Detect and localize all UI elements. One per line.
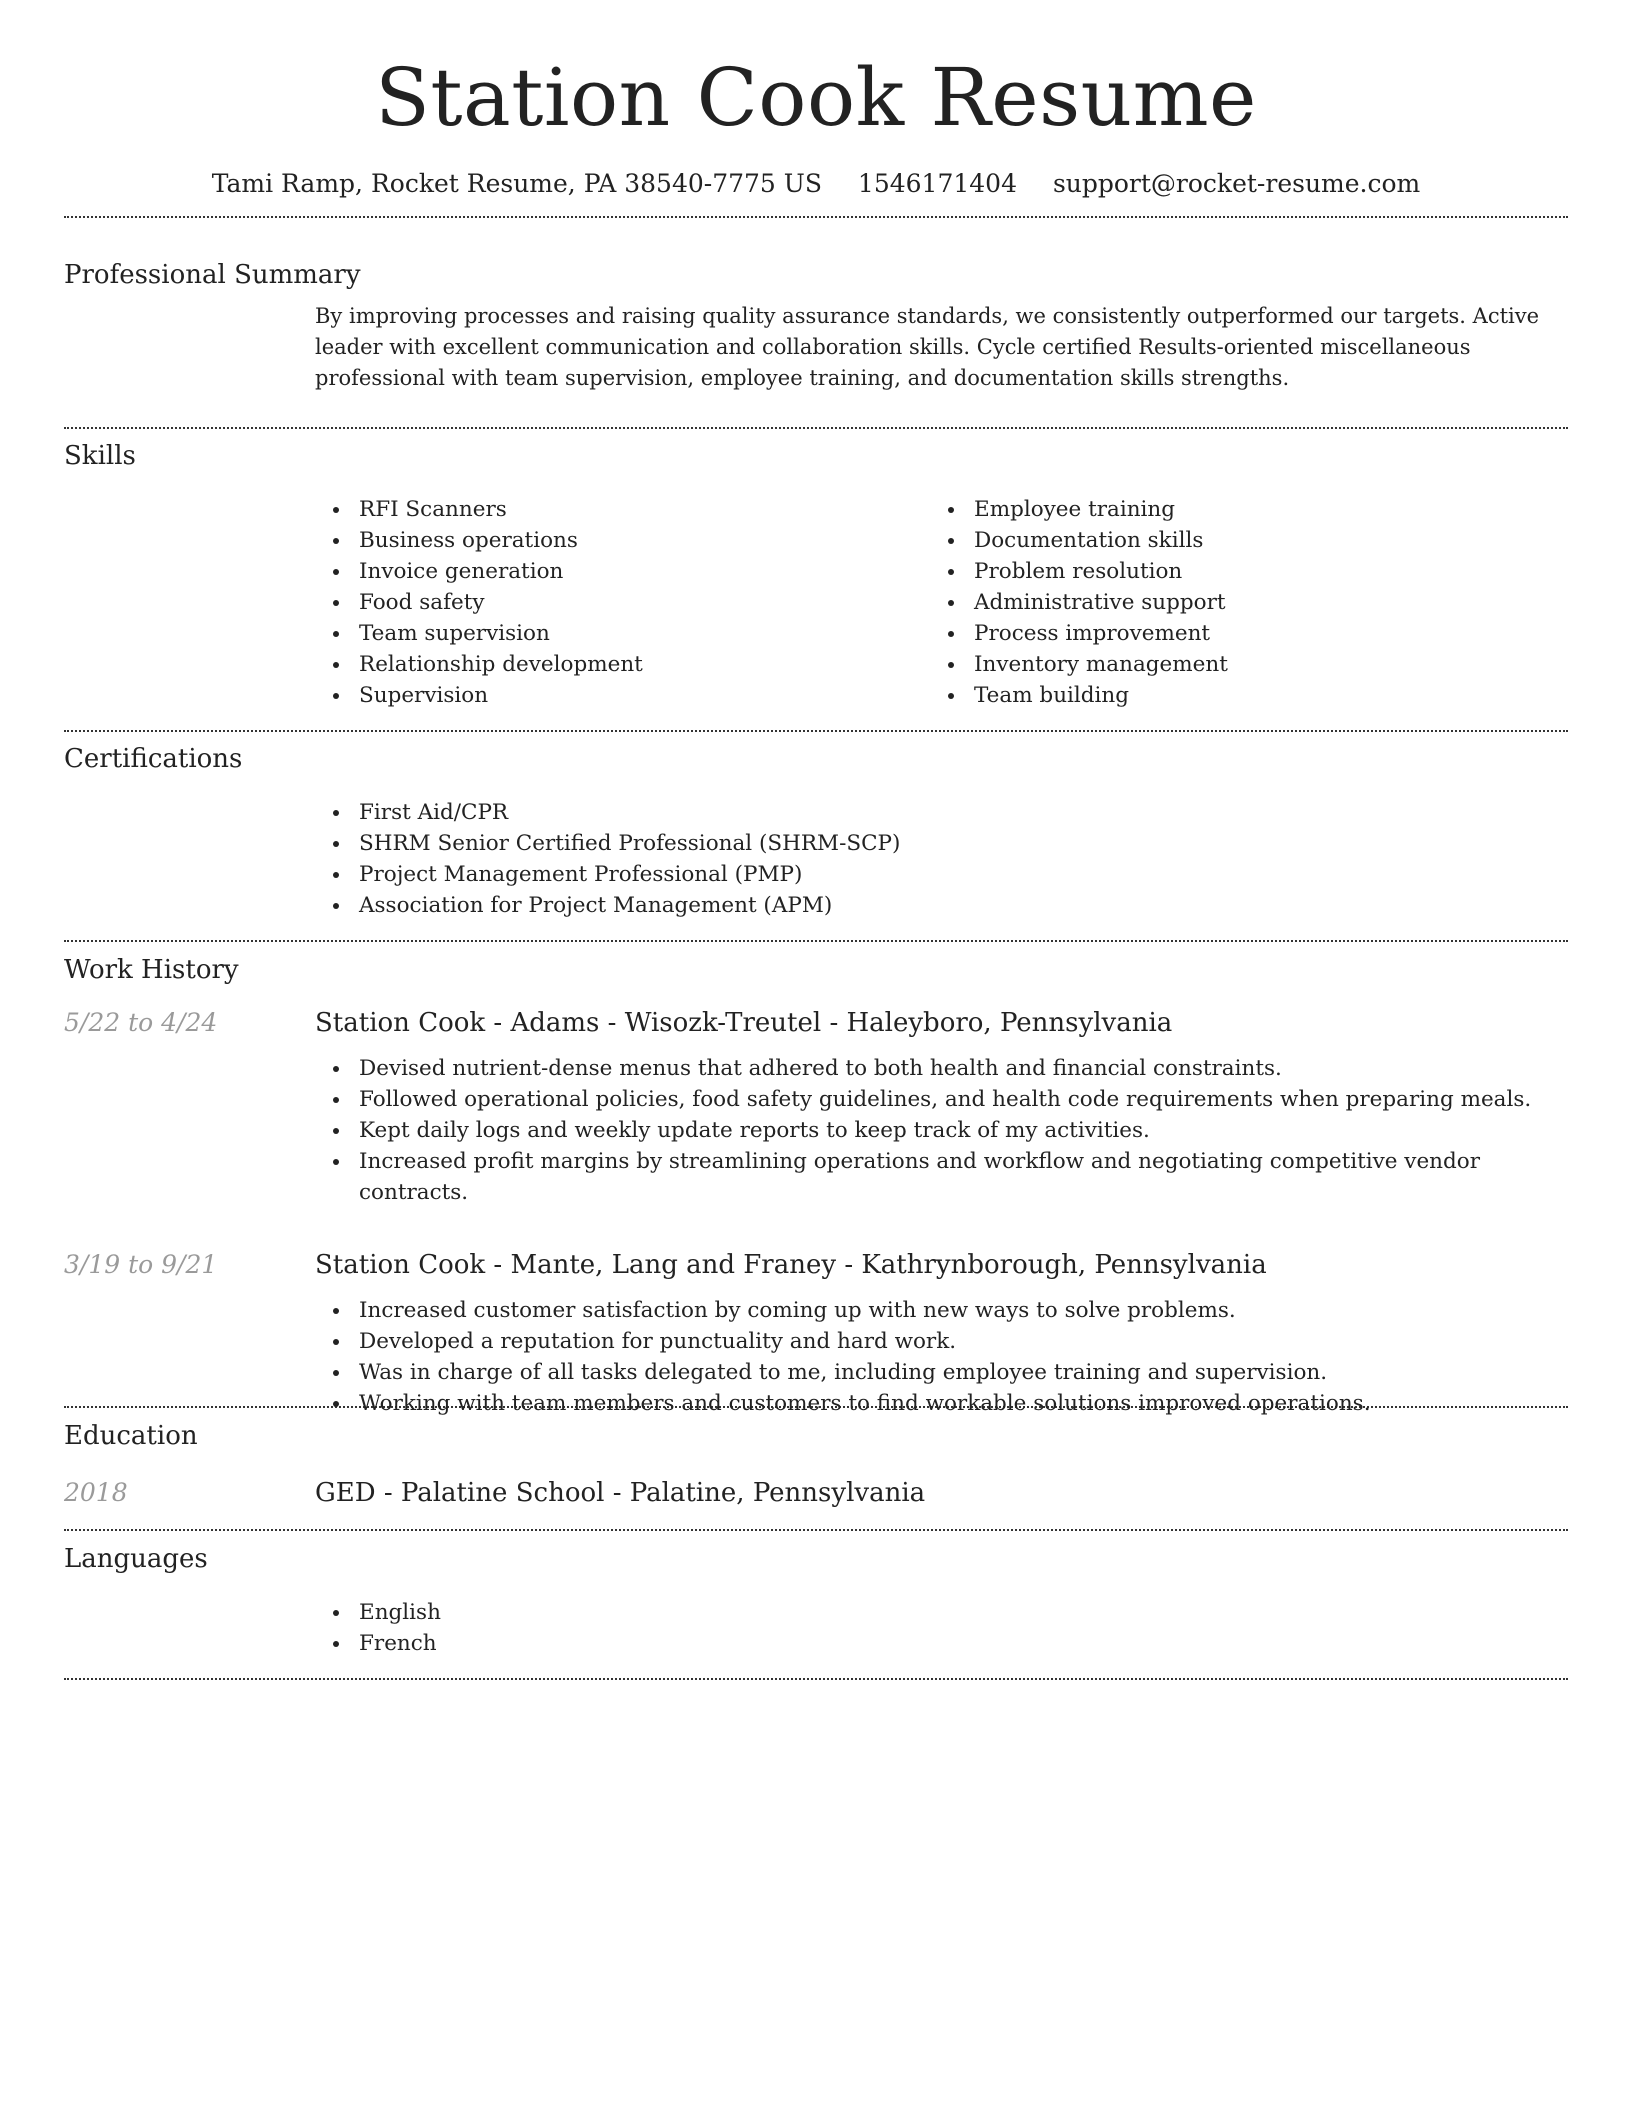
contact-email: support@rocket-resume.com — [1052, 169, 1421, 198]
contact-address: Tami Ramp, Rocket Resume, PA 38540-7775 US — [211, 169, 822, 198]
skill-item: Supervision — [315, 680, 930, 711]
certifications-section — [64, 732, 1568, 940]
skills-list-left — [315, 494, 930, 711]
summary-section — [64, 218, 1568, 427]
certifications-list — [315, 797, 1568, 921]
summary-text: By improving processes and raising quality assurance standards, we consistently outperformed our targets. Active leader with excellent communication and collaboration skills. Cycle certified Results-oriented miscellaneous professional with team supervision, employee training, and documentation skills strengths. — [315, 304, 1540, 390]
skill-item: Business operations — [315, 525, 930, 556]
certifications-heading: Certifications — [64, 744, 243, 774]
skill-item: Employee training — [930, 494, 1545, 525]
skill-item: Food safety — [315, 587, 930, 618]
education-year: 2018 — [64, 1478, 128, 1507]
resume-title: Station Cook Resume — [375, 51, 1257, 144]
resume-page — [64, 0, 1568, 1680]
skill-item: RFI Scanners — [315, 494, 930, 525]
certification-item: Project Management Professional (PMP) — [315, 859, 1568, 890]
skill-item: Documentation skills — [930, 525, 1545, 556]
skills-list-right — [930, 494, 1545, 711]
languages-section — [64, 1531, 1568, 1678]
skills-heading: Skills — [64, 441, 136, 471]
language-item: English — [315, 1597, 1568, 1628]
skill-item: Team building — [930, 680, 1545, 711]
job-entry — [64, 1248, 1568, 1419]
education-heading: Education — [64, 1421, 198, 1451]
job-bullet: Developed a reputation for punctuality and hard work. — [315, 1326, 1568, 1357]
job-dates: 5/22 to 4/24 — [64, 1008, 218, 1037]
skill-item: Invoice generation — [315, 556, 930, 587]
job-bullet: Increased customer satisfaction by coming up with new ways to solve problems. — [315, 1295, 1568, 1326]
job-bullet: Devised nutrient-dense menus that adhered to both health and financial constraints. — [315, 1053, 1568, 1084]
job-bullets — [315, 1295, 1568, 1419]
skill-item: Inventory management — [930, 649, 1545, 680]
section-divider — [64, 1678, 1568, 1680]
languages-list — [315, 1597, 1568, 1659]
language-item: French — [315, 1628, 1568, 1659]
contact-phone: 1546171404 — [857, 169, 1017, 198]
skill-item: Problem resolution — [930, 556, 1545, 587]
work-history-section — [64, 942, 1568, 1416]
certification-item: Association for Project Management (APM) — [315, 890, 1568, 921]
skill-item: Relationship development — [315, 649, 930, 680]
contact-line — [64, 152, 1568, 216]
job-bullet: Increased profit margins by streamlining operations and workflow and negotiating competitive vendor contracts. — [315, 1146, 1568, 1208]
job-dates: 3/19 to 9/21 — [64, 1250, 218, 1279]
summary-heading: Professional Summary — [64, 260, 361, 290]
skills-section — [64, 429, 1568, 730]
job-bullet: Kept daily logs and weekly update reports to keep track of my activities. — [315, 1115, 1568, 1146]
job-bullet: Working with team members and customers to find workable solutions improved operations. — [315, 1388, 1568, 1419]
job-title: Station Cook - Adams - Wisozk-Treutel - Haleyboro, Pennsylvania — [315, 1008, 1173, 1038]
certification-item: SHRM Senior Certified Professional (SHRM-SCP) — [315, 828, 1568, 859]
certification-item: First Aid/CPR — [315, 797, 1568, 828]
work-history-heading: Work History — [64, 955, 239, 985]
languages-heading: Languages — [64, 1544, 208, 1574]
education-section — [64, 1408, 1568, 1529]
job-entry — [64, 1006, 1568, 1208]
job-title: Station Cook - Mante, Lang and Franey - Kathrynborough, Pennsylvania — [315, 1250, 1267, 1280]
job-bullet: Was in charge of all tasks delegated to me, including employee training and supervision. — [315, 1357, 1568, 1388]
job-bullets — [315, 1053, 1568, 1208]
skill-item: Administrative support — [930, 587, 1545, 618]
skill-item: Process improvement — [930, 618, 1545, 649]
skill-item: Team supervision — [315, 618, 930, 649]
job-bullet: Followed operational policies, food safety guidelines, and health code requirements when preparing meals. — [315, 1084, 1568, 1115]
education-degree: GED - Palatine School - Palatine, Pennsylvania — [315, 1478, 926, 1508]
